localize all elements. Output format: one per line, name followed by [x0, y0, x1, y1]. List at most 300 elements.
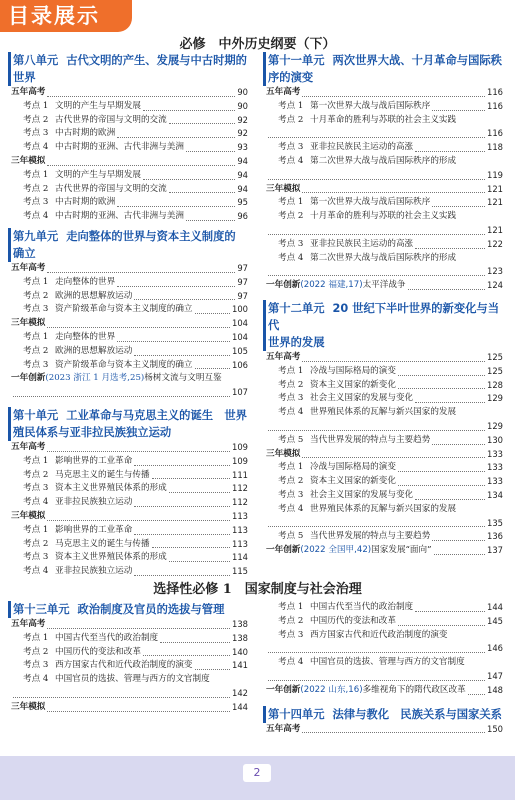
entry-label	[266, 615, 396, 629]
toc-entry	[11, 551, 248, 565]
entry-label	[266, 475, 396, 489]
toc-entry-cont	[266, 127, 503, 141]
topic-title: 走向整体的世界	[55, 276, 116, 287]
toc-entry	[266, 629, 503, 643]
toc-entry	[11, 632, 248, 646]
topic-title: 亚非拉民族民主运动的高涨	[310, 238, 414, 249]
toc-banner: 目录展示	[0, 0, 132, 32]
topic-title: 第一次世界大战与战后国际秩序	[310, 100, 431, 111]
unit-9-entries	[11, 262, 248, 404]
page-ref: 92	[237, 128, 248, 139]
toc-entry	[266, 210, 503, 224]
innovation-tag: 一年创新	[266, 280, 301, 291]
innovation-text: 国家发展“面向”	[371, 545, 432, 556]
leader-dots	[415, 248, 485, 249]
topic-title: 中国历代的变法和改革	[310, 615, 396, 626]
topic-key: 考点 4	[23, 674, 49, 685]
page-ref: 136	[487, 531, 503, 542]
page-ref: 112	[232, 497, 248, 508]
topic-key: 考点 4	[23, 497, 49, 508]
leader-dots	[195, 313, 230, 314]
toc-entry	[11, 331, 248, 345]
page-ref: 94	[237, 183, 248, 194]
entry-label	[11, 565, 132, 579]
topic-title: 马克思主义的诞生与传播	[55, 538, 150, 549]
entry-label	[11, 646, 141, 660]
unit-title: 走向整体的世界与资本主义制度的	[66, 229, 236, 243]
topic-title: 中国官员的选拔、管理与西方的文官制度	[55, 674, 210, 685]
topic-key: 考点 2	[278, 211, 304, 222]
leader-dots	[398, 625, 485, 626]
page-ref: 109	[232, 455, 248, 466]
toc-entry	[11, 524, 248, 538]
unit-number: 第八单元	[13, 54, 59, 67]
topic-title: 中古时期的亚洲、古代非洲与美洲	[55, 211, 184, 222]
toc-entry	[266, 252, 503, 266]
topic-title: 文明的产生与早期发展	[55, 169, 141, 180]
toc-entry-cont	[266, 420, 503, 434]
toc-entry	[11, 210, 248, 224]
entry-label	[11, 114, 167, 128]
leader-dots	[268, 234, 485, 235]
spacer	[11, 715, 248, 719]
toc-entry	[266, 656, 503, 670]
page-ref: 105	[232, 345, 248, 356]
leader-dots	[302, 732, 485, 733]
leader-dots	[398, 471, 485, 472]
group-label: 五年高考	[11, 262, 46, 273]
page-ref: 104	[232, 318, 248, 329]
topic-key: 考点 4	[23, 211, 49, 222]
unit-title-cont: 序的演变	[268, 71, 314, 84]
topic-title: 中国古代至当代的政治制度	[310, 602, 414, 612]
page-ref: 116	[487, 87, 503, 97]
topic-title: 资产阶级革命与资本主义制度的确立	[55, 359, 193, 370]
entry-label	[11, 632, 158, 646]
leader-dots	[47, 96, 235, 97]
toc-entry	[266, 141, 503, 155]
toc-entry	[266, 238, 503, 252]
leader-dots	[169, 561, 230, 562]
group-row	[11, 441, 248, 455]
toc-entry	[11, 469, 248, 483]
page-ref: 148	[487, 684, 503, 695]
toc-entry	[11, 482, 248, 496]
innovation-tag: 一年创新	[266, 545, 301, 556]
innovation-text: 太平洋战争	[362, 280, 406, 291]
leader-dots	[268, 275, 485, 276]
topic-title: 中国历代的变法和改革	[55, 646, 141, 657]
page-ref: 111	[232, 469, 248, 480]
topic-key: 考点 2	[278, 114, 304, 125]
topic-title: 十月革命的胜利与苏联的社会主义实践	[310, 211, 457, 222]
entry-label	[11, 183, 167, 197]
topic-key: 考点 4	[278, 503, 304, 514]
leader-dots	[432, 110, 485, 111]
innovation-label	[266, 544, 432, 558]
toc-entry	[266, 114, 503, 128]
leader-dots	[398, 388, 485, 389]
leader-dots	[134, 465, 230, 466]
group-row	[11, 510, 248, 524]
topic-key: 考点 3	[23, 128, 49, 139]
toc-entry	[11, 127, 248, 141]
page-ref: 147	[487, 670, 503, 681]
toc-entry	[266, 503, 503, 517]
topic-title: 资本主义国家的新变化	[310, 379, 396, 390]
group-row	[266, 723, 503, 737]
topic-title: 资本主义国家的新变化	[310, 476, 396, 487]
entry-label	[11, 659, 193, 673]
topic-key: 考点 1	[278, 365, 304, 376]
topic-key: 考点 4	[278, 155, 304, 166]
page-ref: 114	[232, 552, 248, 563]
entry-label	[11, 141, 184, 155]
entry-label	[11, 169, 141, 183]
topic-key: 考点 1	[278, 462, 304, 473]
page-ref: 109	[232, 441, 248, 452]
leader-dots	[143, 110, 235, 111]
leader-dots	[186, 151, 235, 152]
leader-dots	[47, 272, 235, 273]
leader-dots	[13, 697, 230, 698]
page-ref: 128	[487, 379, 503, 390]
page-ref: 96	[237, 211, 248, 222]
page-ref: 141	[232, 660, 248, 671]
leader-dots	[134, 299, 235, 300]
unit-title: 两次世界大战、十月革命与国际秩	[332, 54, 502, 67]
innovation-source: (2022 山东,16)	[300, 684, 363, 695]
page-ref: 144	[232, 701, 248, 712]
toc-entry	[11, 303, 248, 317]
group-row	[11, 262, 248, 276]
unit-heading-11	[266, 52, 503, 86]
group-label: 三年模拟	[11, 701, 46, 712]
group-row	[11, 618, 248, 632]
leader-dots	[268, 179, 485, 180]
page-ref: 113	[232, 524, 248, 535]
toc-entry	[266, 379, 503, 393]
toc-entry	[266, 392, 503, 406]
toc-entry	[11, 276, 248, 290]
group-label: 三年模拟	[266, 448, 301, 459]
topic-title: 古代世界的帝国与文明的交流	[55, 183, 167, 194]
entry-label	[11, 290, 132, 304]
page-ref: 104	[232, 331, 248, 342]
innovation-source: (2022 福建,17)	[300, 280, 363, 291]
topic-title: 世界殖民体系的瓦解与新兴国家的发展	[310, 503, 457, 514]
unit-14-entries	[266, 723, 503, 741]
unit-title: 法律与教化 民族关系与国家关系	[332, 707, 502, 721]
topic-title: 当代世界发展的特点与主要趋势	[310, 531, 431, 542]
topic-key: 考点 4	[278, 407, 304, 418]
page-ref: 138	[232, 619, 248, 629]
innovation-label	[266, 684, 466, 698]
page-ref: 140	[232, 646, 248, 657]
leader-dots	[47, 165, 235, 166]
topic-title: 第二次世界大战与战后国际秩序的形成	[310, 155, 457, 166]
topic-key: 考点 3	[23, 552, 49, 563]
unit-title: 政治制度及官员的选拔与管理	[77, 603, 225, 616]
spacer	[266, 736, 503, 740]
group-row	[11, 86, 248, 100]
entry-label	[11, 469, 150, 483]
leader-dots	[302, 361, 485, 362]
topic-key: 考点 3	[23, 197, 49, 208]
topic-title: 影响世界的工业革命	[55, 455, 133, 466]
page-ref: 138	[232, 632, 248, 643]
leader-dots	[160, 642, 230, 643]
page-ref: 97	[237, 276, 248, 287]
group-label: 五年高考	[11, 87, 46, 97]
leader-dots	[47, 711, 230, 712]
topic-key: 考点 1	[23, 169, 49, 180]
topic-key: 考点 1	[23, 632, 49, 643]
unit-heading-12	[266, 300, 503, 351]
toc-entry	[11, 496, 248, 510]
entry-label	[11, 303, 193, 317]
toc-entry	[266, 461, 503, 475]
topic-title: 中古时期的欧洲	[55, 128, 116, 139]
leader-dots	[415, 402, 485, 403]
leader-dots	[268, 137, 485, 138]
innovation-text: 杨树文流与文明互鉴	[144, 373, 222, 384]
page-ref: 122	[487, 238, 503, 249]
innovation-row	[266, 544, 503, 558]
leader-dots	[169, 192, 236, 193]
innovation-tag: 一年创新	[266, 684, 301, 695]
page-ref: 90	[237, 87, 248, 97]
entry-label	[266, 489, 413, 503]
topic-key: 考点 3	[23, 660, 49, 671]
page-ref: 90	[237, 100, 248, 111]
topic-title: 西方国家古代和近代政治制度的演变	[55, 660, 193, 671]
entry-label	[11, 359, 193, 373]
page-ref: 133	[487, 476, 503, 487]
entry-label	[11, 345, 132, 359]
toc-entry-cont	[266, 517, 503, 531]
innovation-row-cont	[11, 386, 248, 400]
page-ref: 137	[487, 545, 503, 556]
topic-key: 考点 3	[278, 393, 304, 404]
entry-label	[11, 331, 115, 345]
topic-key: 考点 2	[23, 469, 49, 480]
group-row	[266, 86, 503, 100]
group-label: 五年高考	[266, 87, 301, 97]
group-label: 三年模拟	[11, 510, 46, 521]
group-label: 五年高考	[266, 351, 301, 362]
page-ref: 92	[237, 114, 248, 125]
topic-title: 社会主义国家的发展与变化	[310, 489, 414, 500]
topic-key: 考点 1	[23, 331, 49, 342]
group-row	[11, 701, 248, 715]
topic-title: 当代世界发展的特点与主要趋势	[310, 434, 431, 445]
group-label: 三年模拟	[11, 318, 46, 329]
topic-key: 考点 4	[23, 142, 49, 153]
leader-dots	[143, 179, 235, 180]
leader-dots	[117, 206, 235, 207]
unit-13-entries	[11, 618, 248, 719]
page-ref: 134	[487, 489, 503, 500]
page-ref: 125	[487, 351, 503, 362]
leader-dots	[434, 554, 485, 555]
topic-key: 考点 3	[278, 489, 304, 500]
innovation-text: 多维视角下的隋代政区改革	[362, 684, 466, 695]
leader-dots	[47, 628, 230, 629]
entry-label	[266, 392, 413, 406]
topic-title: 文明的产生与早期发展	[55, 100, 141, 111]
unit-title: 古代文明的产生、发展与中古时期的	[66, 54, 247, 67]
topic-key: 考点 3	[278, 629, 304, 640]
unit-8-entries	[11, 86, 248, 228]
toc-entry	[11, 538, 248, 552]
topic-key: 考点 3	[23, 359, 49, 370]
group-label: 五年高考	[11, 441, 46, 452]
topic-key: 考点 3	[23, 304, 49, 315]
topic-title: 亚非拉民族民主运动的高涨	[310, 142, 414, 153]
topic-title: 冷战与国际格局的演变	[310, 462, 396, 473]
group-label: 五年高考	[11, 619, 46, 629]
group-row	[11, 155, 248, 169]
toc-entry	[266, 530, 503, 544]
topic-key: 考点 2	[23, 114, 49, 125]
unit-title-cont: 世界的发展	[268, 335, 325, 349]
page-ref: 93	[237, 142, 248, 153]
page-ref: 145	[487, 615, 503, 626]
leader-dots	[195, 669, 230, 670]
unit-heading-9	[11, 228, 248, 262]
leader-dots	[268, 526, 485, 527]
page-ref: 124	[487, 280, 503, 291]
leader-dots	[468, 694, 485, 695]
innovation-source: (2023 浙江 1 月选考,25)	[45, 373, 145, 384]
topic-title: 资产阶级革命与资本主义制度的确立	[55, 304, 193, 315]
topic-key: 考点 1	[23, 455, 49, 466]
toc-entry-cont	[11, 687, 248, 701]
leader-dots	[302, 457, 485, 458]
leader-dots	[268, 652, 485, 653]
entry-label	[11, 210, 184, 224]
unit-number: 第九单元	[13, 229, 59, 243]
page-ref: 150	[487, 723, 503, 734]
toc-entry	[11, 455, 248, 469]
toc-entry	[266, 155, 503, 169]
entry-label	[266, 601, 413, 615]
spacer	[266, 698, 503, 702]
topic-key: 考点 4	[278, 657, 304, 668]
toc-entry	[11, 183, 248, 197]
entry-label	[11, 100, 141, 114]
topic-key: 考点 5	[278, 434, 304, 445]
unit-heading-8	[11, 52, 248, 86]
topic-key: 考点 3	[278, 142, 304, 153]
unit-title-cont: 殖民体系与亚非拉民族独立运动	[13, 425, 172, 439]
leader-dots	[169, 123, 236, 124]
group-label: 三年模拟	[266, 183, 301, 194]
page-ref: 113	[232, 510, 248, 521]
entry-label	[11, 196, 115, 210]
page-ref: 123	[487, 266, 503, 277]
topic-key: 考点 2	[23, 646, 49, 657]
page-ref: 118	[487, 142, 503, 153]
leader-dots	[169, 492, 230, 493]
page-ref: 116	[487, 128, 503, 139]
toc-entry	[11, 659, 248, 673]
page-ref: 115	[232, 566, 248, 577]
page-ref: 94	[237, 169, 248, 180]
toc-entry	[266, 365, 503, 379]
unit-title-cont: 世界	[13, 71, 36, 84]
innovation-tag: 一年创新	[11, 373, 46, 384]
topic-title: 亚非拉民族独立运动	[55, 497, 133, 508]
toc-entry	[11, 345, 248, 359]
lower-left-column	[11, 601, 248, 719]
page-ref: 130	[487, 434, 503, 445]
toc-entry-cont	[266, 224, 503, 238]
leader-dots	[432, 444, 485, 445]
entry-label	[11, 524, 132, 538]
unit-10-entries	[11, 441, 248, 583]
leader-dots	[186, 220, 235, 221]
innovation-source: (2022 全国甲,42)	[300, 545, 372, 556]
innovation-label	[266, 279, 406, 293]
topic-key: 考点 2	[23, 345, 49, 356]
unit-heading-14	[266, 706, 503, 723]
entry-label	[266, 530, 430, 544]
leader-dots	[117, 286, 235, 287]
unit-title-cont: 确立	[13, 246, 36, 260]
leader-dots	[117, 137, 235, 138]
topic-title: 亚非拉民族独立运动	[55, 566, 133, 577]
topic-title: 资本主义世界殖民体系的形成	[55, 483, 167, 494]
toc-entry	[11, 646, 248, 660]
entry-label	[11, 127, 115, 141]
section-title-compulsory: 必修 中外历史纲要（下）	[179, 37, 336, 52]
topic-key: 考点 1	[23, 100, 49, 111]
leader-dots	[134, 575, 230, 576]
topic-key: 考点 1	[278, 602, 304, 612]
entry-label	[11, 551, 167, 565]
page-ref: 100	[232, 304, 248, 315]
toc-entry	[266, 196, 503, 210]
topic-title: 世界殖民体系的瓦解与新兴国家的发展	[310, 407, 457, 418]
entry-label	[266, 141, 413, 155]
page-number: 2	[243, 764, 271, 782]
topic-title: 第二次世界大战与战后国际秩序的形成	[310, 252, 457, 263]
leader-dots	[415, 499, 485, 500]
topic-title: 中国官员的选拔、管理与西方的文官制度	[310, 657, 465, 668]
left-column	[11, 52, 248, 583]
page-ref: 95	[237, 197, 248, 208]
leader-dots	[302, 192, 485, 193]
page-ref: 113	[232, 538, 248, 549]
topic-title: 中古时期的欧洲	[55, 197, 116, 208]
page-ref: 121	[487, 224, 503, 235]
topic-title: 影响世界的工业革命	[55, 524, 133, 535]
leader-dots	[268, 680, 485, 681]
entry-label	[11, 455, 132, 469]
toc-entry	[11, 114, 248, 128]
topic-key: 考点 3	[23, 483, 49, 494]
toc-entry	[11, 359, 248, 373]
toc-entry	[11, 100, 248, 114]
entry-label	[266, 100, 430, 114]
entry-label	[11, 538, 150, 552]
toc-entry	[266, 601, 503, 615]
unit-11-entries	[266, 86, 503, 297]
topic-title: 第一次世界大战与战后国际秩序	[310, 197, 431, 208]
topic-title: 马克思主义的诞生与传播	[55, 469, 150, 480]
